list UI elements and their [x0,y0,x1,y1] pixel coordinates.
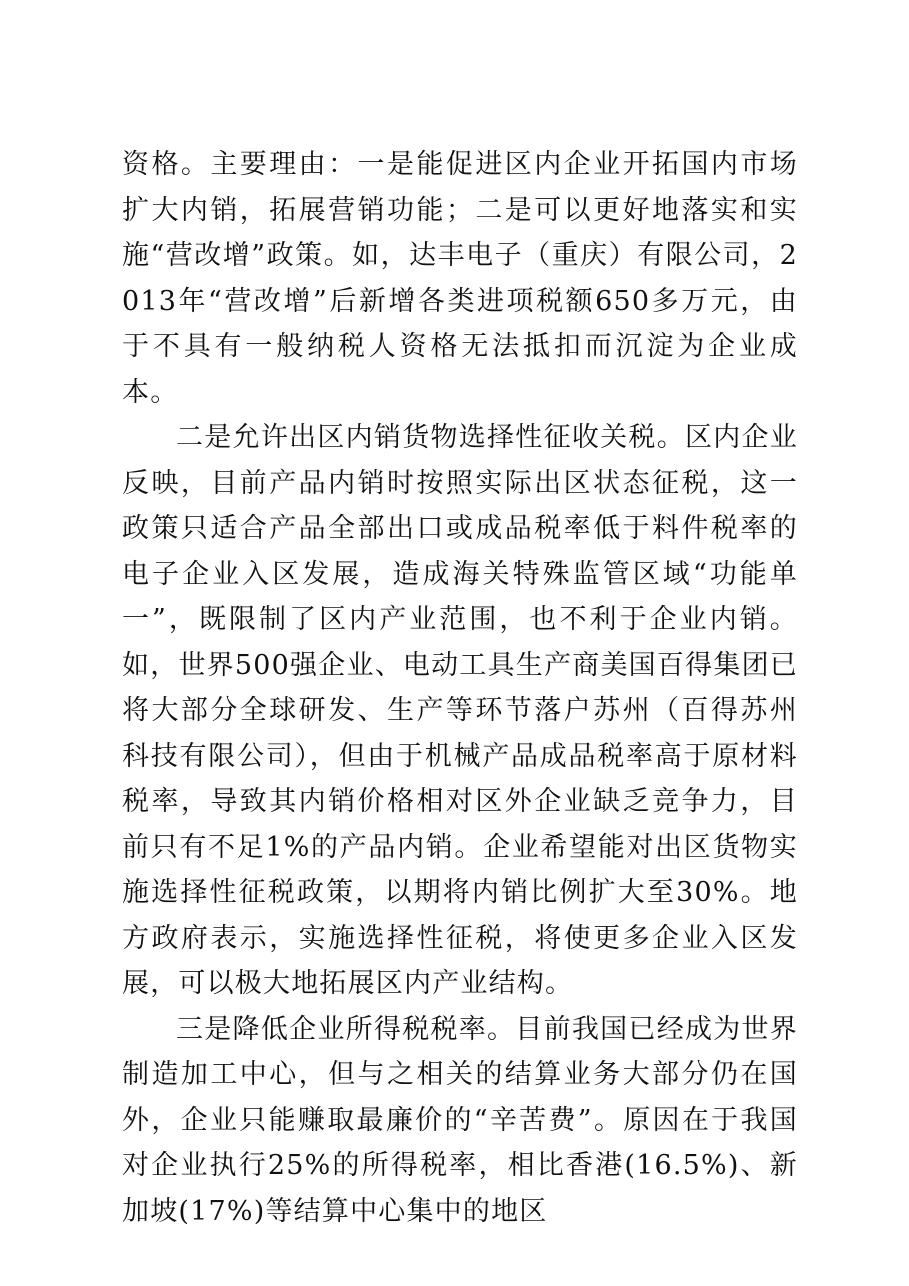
paragraph-continued: 资格。主要理由：一是能促进区内企业开拓国内市场扩大内销，拓展营销功能；二是可以更好地落实和实施“营改增”政策。如，达丰电子（重庆）有限公司，2013年“营改增”后新增各类进项税额650多万元，由于不具有一般纳税人资格无法抵扣而沉淀为企业成本。 [122,149,798,408]
paragraph-tariff: 二是允许出区内销货物选择性征收关税。区内企业反映，目前产品内销时按照实际出区状态征税，这一政策只适合产品全部出口或成品税率低于料件税率的电子企业入区发展，造成海关特殊监管区域“功能单一”，既限制了区内产业范围，也不利于企业内销。如，世界500强企业、电动工具生产商美国百得集团已将大部分全球研发、生产等环节落户苏州（百得苏州科技有限公司），但由于机械产品成品税率高于原材料税率，导致其内销价格相对区外企业缺乏竞争力，目前只有不足1%的产品内销。企业希望能对出区货物实施选择性征税政策，以期将内销比例扩大至30%。地方政府表示，实施选择性征税，将使更多企业入区发展，可以极大地拓展区内产业结构。 [122,422,798,999]
paragraph-income-tax: 三是降低企业所得税税率。目前我国已经成为世界制造加工中心，但与之相关的结算业务大部分仍在国外，企业只能赚取最廉价的“辛苦费”。原因在于我国对企业执行25%的所得税率，相比香港(16.5%)、新加坡(17%)等结算中心集中的地区 [122,1013,798,1227]
document-body [122,142,798,1234]
